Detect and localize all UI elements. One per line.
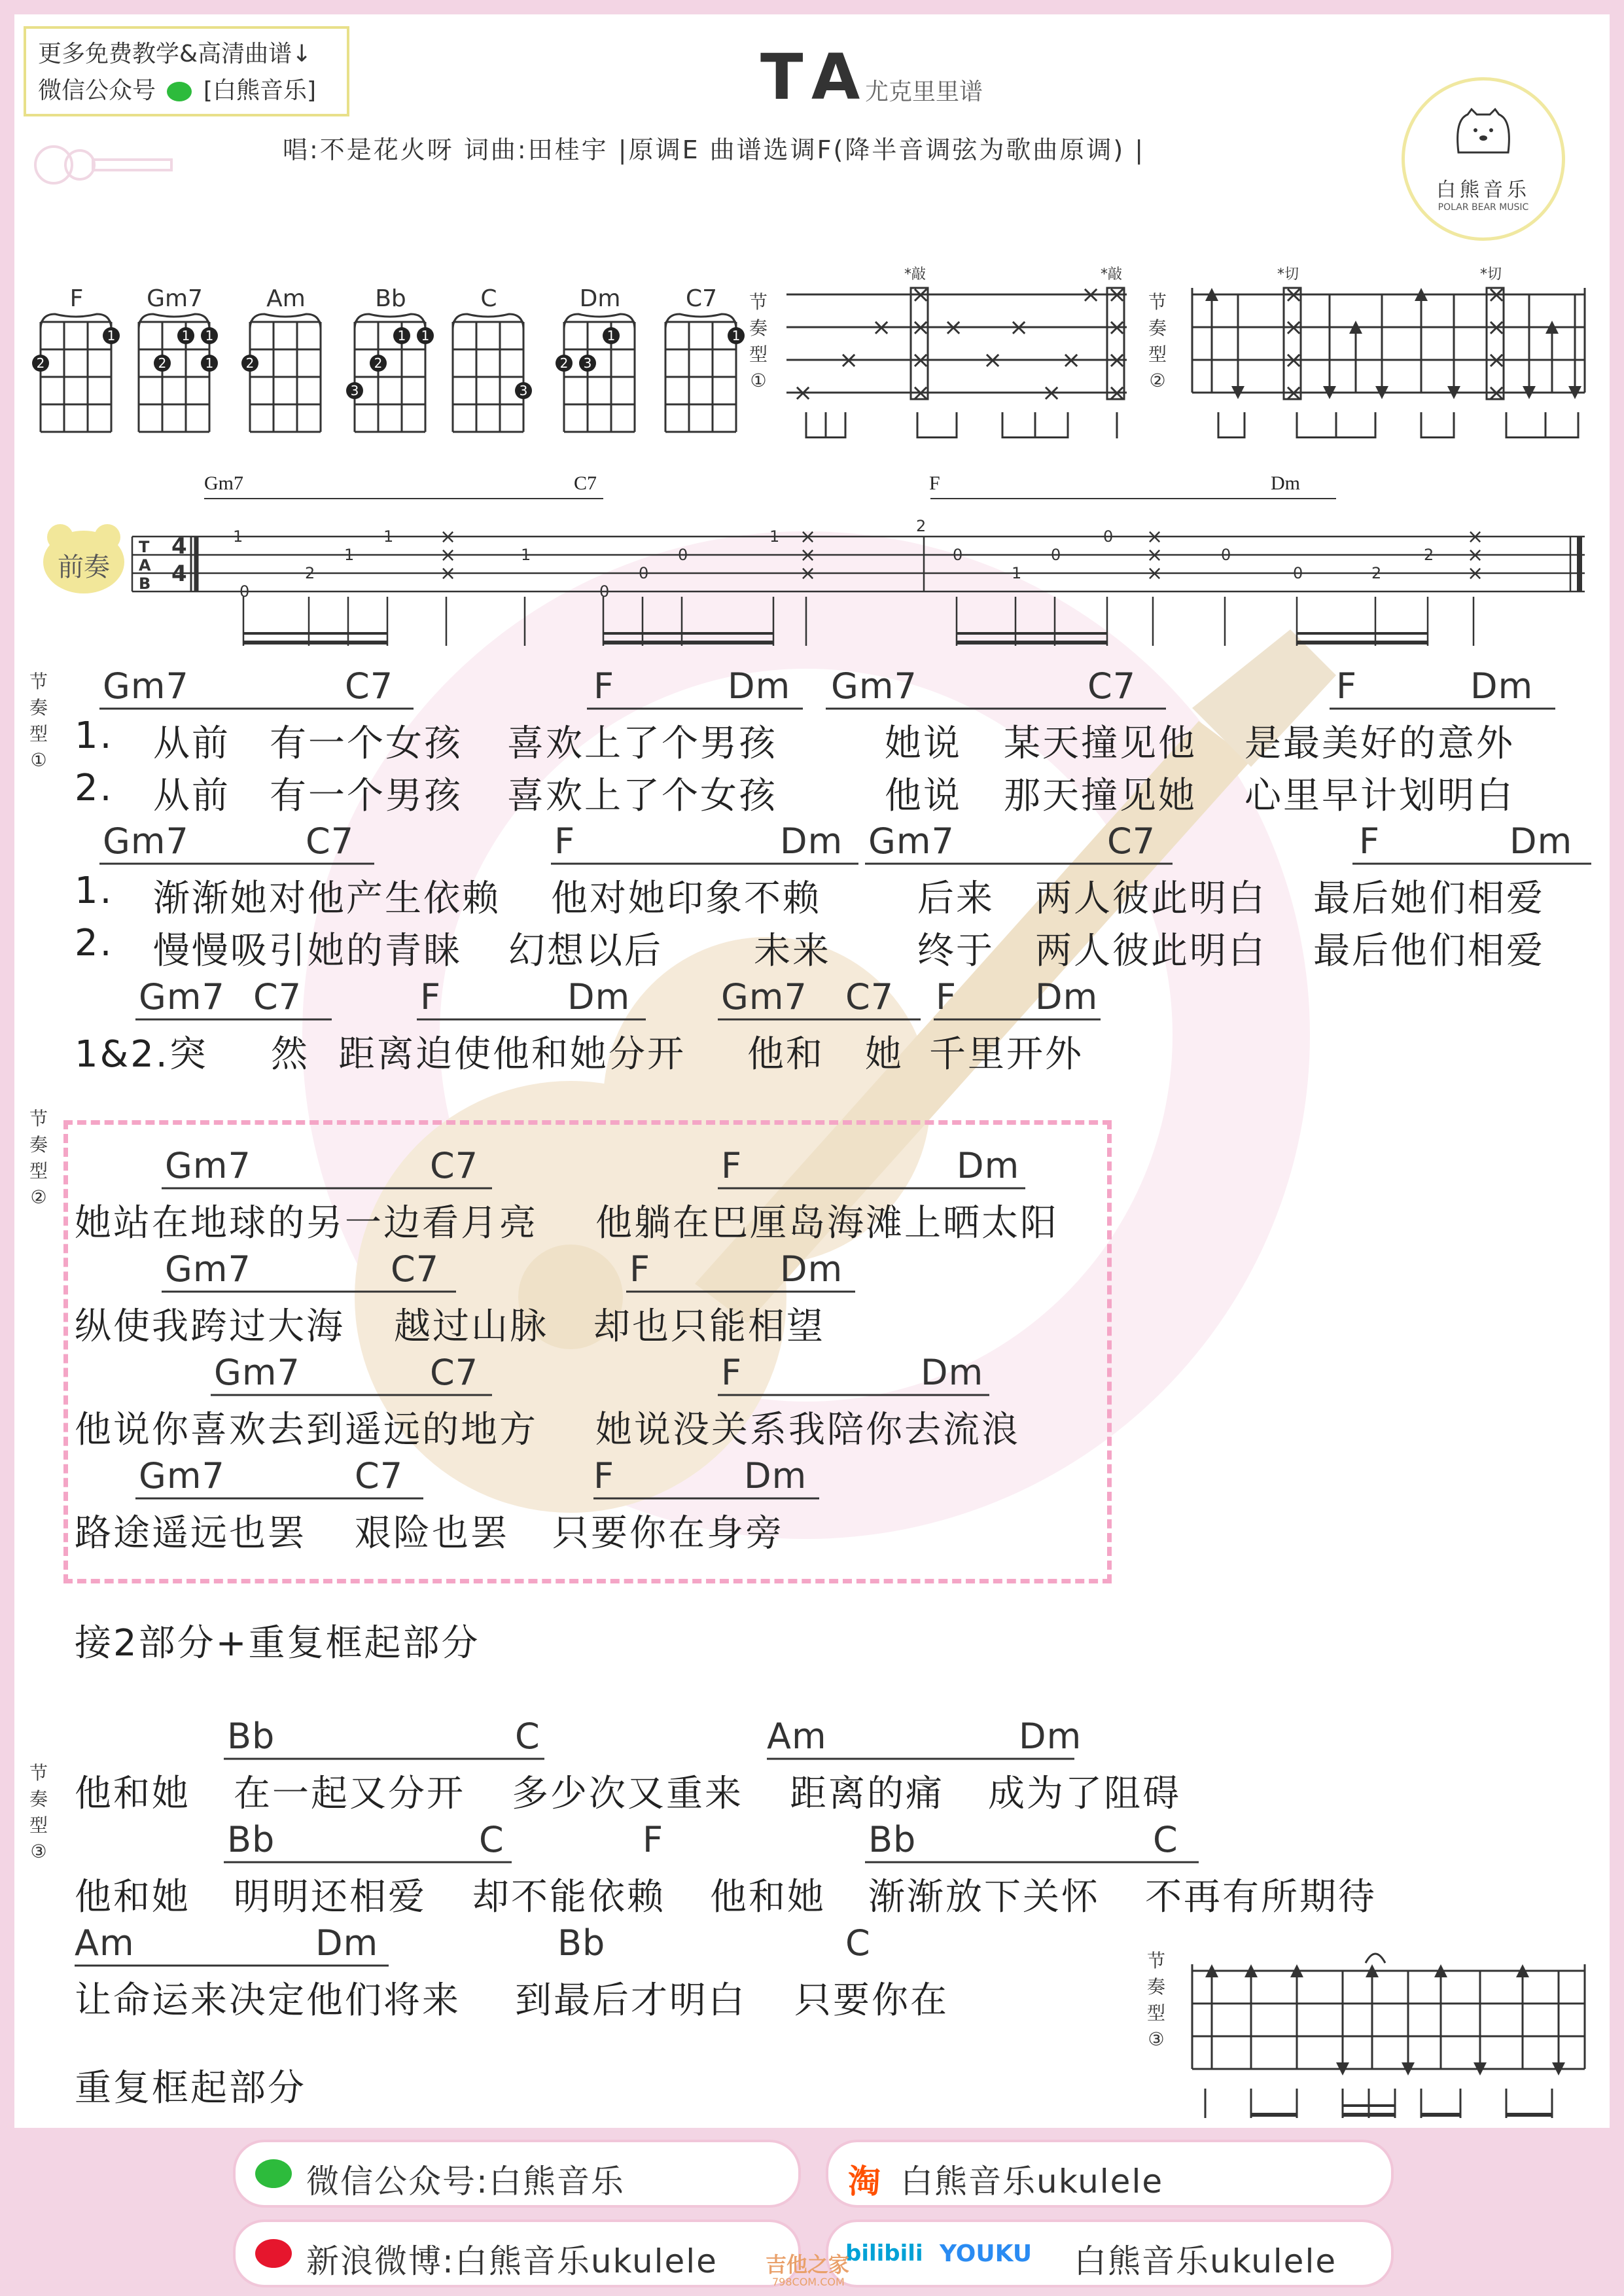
chord-label: F (629, 1248, 651, 1290)
bridge-rhythm-label: 节 奏 型 ③ (29, 1762, 48, 1862)
lyric: 某天撞见他 (1004, 722, 1197, 765)
svg-text:×: × (440, 525, 457, 548)
chord-label: Bb (868, 1819, 917, 1860)
lyric: 让命运来决定他们将来 (75, 1979, 461, 2022)
finger-number: 1 (397, 328, 406, 344)
lyric: 成为了阻碍 (988, 1773, 1181, 1815)
lyric: 只要你在 (794, 1979, 949, 2022)
svg-text:4: 4 (171, 533, 187, 559)
chord-diagram-c7 (652, 283, 750, 440)
chord-diagram-am (237, 283, 335, 440)
lyric: 纵使我跨过大海 (75, 1305, 345, 1348)
svg-text:×: × (1107, 314, 1127, 341)
svg-text:×: × (1107, 347, 1127, 374)
wechat-icon (255, 2159, 292, 2188)
chord-label: C7 (355, 1455, 404, 1496)
footer-video[interactable] (826, 2219, 1394, 2287)
promo-line-2: 微信公众号 [白熊音乐] (38, 77, 317, 104)
knock-mark-2: *敲 (1101, 266, 1123, 283)
polar-bear-icon (1452, 107, 1515, 159)
chord-label: C7 (345, 665, 394, 707)
promo-box (24, 26, 349, 116)
footer-weibo-text: 新浪微博:白熊音乐ukulele (306, 2242, 718, 2280)
svg-text:×: × (911, 281, 931, 308)
finger-number: 2 (36, 355, 45, 371)
chord-label: C7 (430, 1352, 479, 1393)
song-title: TA (760, 41, 874, 114)
tab-num-9: 1 (769, 527, 780, 546)
weibo-icon (255, 2239, 292, 2268)
lyric: 然 (271, 1033, 309, 1076)
chord-label: Dm (744, 1455, 807, 1496)
chord-diagram-c (440, 283, 538, 440)
repeat-note: 重复框起部分 (75, 2067, 306, 2110)
rhythm-label-3: 节 奏 型 ③ (1146, 1950, 1165, 2050)
chord-label: C (479, 1819, 504, 1860)
chord-label: F (1359, 821, 1381, 862)
finger-number: 1 (421, 328, 430, 344)
finger-number: 1 (607, 328, 616, 344)
svg-text:×: × (1146, 544, 1163, 567)
svg-text:×: × (800, 544, 817, 567)
chord-label: F (593, 665, 615, 707)
svg-text:×: × (911, 347, 931, 374)
chord-label: Bb (557, 1922, 606, 1964)
finger-number: 3 (583, 355, 592, 371)
bilibili-icon: bilibili (845, 2240, 923, 2267)
rhythm-pattern-3 (1179, 1925, 1598, 2121)
chord-label: Gm7 (214, 1352, 300, 1393)
footer-wechat[interactable] (233, 2140, 801, 2208)
finger-number: 3 (350, 383, 359, 398)
lyric: 最后他们相爱 (1313, 930, 1545, 972)
chord-label: Dm (1035, 976, 1099, 1017)
tab-num-6: 0 (599, 582, 610, 601)
svg-text:×: × (911, 380, 931, 406)
lyric: 1&2.突 (75, 1033, 208, 1076)
chord-label: F (936, 976, 957, 1017)
lyric: 她站在地球的另一边看月亮 (75, 1202, 538, 1245)
footer-wechat-text: 微信公众号:白熊音乐 (306, 2163, 625, 2200)
chord-label: Bb (227, 1819, 275, 1860)
lyric: 他和她 (710, 1876, 826, 1918)
intro-chord-lines (204, 495, 1343, 502)
taobao-icon: 淘 (848, 2163, 881, 2200)
lyric: 他和她 (75, 1876, 190, 1918)
lyric: 2. (75, 922, 114, 964)
song-info: 唱:不是花火呀 词曲:田桂宇 |原调E 曲谱选调F(降半音调弦为歌曲原调) | (283, 135, 1146, 164)
svg-text:×: × (1107, 281, 1127, 308)
chord-label: Gm7 (103, 821, 189, 862)
svg-text:×: × (839, 347, 859, 374)
chord-label: C7 (253, 976, 302, 1017)
svg-text:×: × (1042, 380, 1062, 406)
chord-label: C7 (391, 1248, 440, 1290)
lyric: 有一个女孩 (270, 722, 463, 765)
chord-label: F (1336, 665, 1358, 707)
svg-text:×: × (1061, 347, 1082, 374)
chord-diagram-label: C (480, 285, 497, 312)
chord-diagram-label: Dm (579, 285, 621, 312)
tab-num-5: 1 (521, 546, 531, 564)
tab-num-8: 0 (678, 546, 688, 564)
svg-text:×: × (1284, 347, 1304, 374)
chord-diagram-bb (342, 283, 440, 440)
song-subtitle: 尤克里里谱 (865, 79, 983, 105)
lyric: 他和 (747, 1033, 824, 1076)
chord-label: C7 (430, 1145, 479, 1186)
chord-underlines (99, 862, 1604, 867)
chord-label: F (554, 821, 576, 862)
chord-label: Gm7 (868, 821, 955, 862)
chord-underlines (162, 1290, 881, 1295)
svg-text:×: × (1146, 525, 1163, 548)
intro-chord-f: F (929, 472, 940, 494)
chord-label: C7 (1087, 665, 1137, 707)
chord-label: Gm7 (165, 1145, 251, 1186)
lyric: 最后她们相爱 (1313, 877, 1545, 920)
svg-text:×: × (1467, 544, 1484, 567)
svg-text:×: × (793, 380, 813, 406)
finger-number: 1 (107, 328, 116, 344)
rhythm-pattern-1 (786, 255, 1153, 438)
chord-label: F (593, 1455, 615, 1496)
svg-text:A: A (139, 556, 151, 574)
tab-num-14: 0 (1221, 546, 1231, 564)
lyric: 路途遥远也罢 (75, 1512, 306, 1555)
lyric: 从前 (153, 775, 230, 817)
lyric: 幻想以后 (508, 930, 663, 972)
knock-mark-1: *敲 (904, 266, 927, 283)
lyric: 后来 (917, 877, 995, 920)
chord-label: C (845, 1922, 871, 1964)
chord-label: C7 (306, 821, 355, 862)
svg-text:×: × (440, 562, 457, 585)
lyric: 喜欢上了个男孩 (507, 722, 777, 765)
intro-label: 前奏 (58, 552, 110, 582)
svg-text:×: × (1081, 281, 1101, 308)
finger-number: 2 (374, 355, 383, 371)
chord-underlines (224, 1757, 1107, 1762)
svg-text:×: × (944, 314, 964, 341)
lyric: 她说 (885, 722, 962, 765)
chord-label: Am (767, 1716, 827, 1757)
chord-label: Am (75, 1922, 135, 1964)
promo-line-1: 更多免费教学&高清曲谱↓ (38, 41, 312, 67)
tab-num-16: 2 (1371, 564, 1382, 582)
footer-taobao-text: 白熊音乐ukulele (900, 2163, 1164, 2200)
continue-note: 接2部分+重复框起部分 (75, 1622, 480, 1665)
chord-label: F (643, 1819, 664, 1860)
chord-label: Gm7 (139, 976, 225, 1017)
cut-mark-2: *切 (1480, 266, 1502, 283)
svg-text:×: × (800, 562, 817, 585)
svg-text:×: × (1467, 525, 1484, 548)
chord-label: Dm (921, 1352, 984, 1393)
intro-chord-dm: Dm (1271, 472, 1300, 494)
lyric: 在一起又分开 (234, 1773, 465, 1815)
ukulele-outline-icon (27, 139, 185, 191)
logo-text: 白熊音乐 (1436, 179, 1530, 202)
chord-label: Gm7 (139, 1455, 225, 1496)
tab-num-4: 1 (383, 527, 394, 546)
svg-text:×: × (872, 314, 892, 341)
footer-weibo[interactable] (233, 2219, 801, 2287)
chorus-rhythm-label: 节 奏 型 ② (29, 1108, 48, 1208)
chord-label: Dm (567, 976, 631, 1017)
lyric: 慢慢吸引她的青睐 (153, 930, 462, 972)
chord-underlines (99, 707, 1604, 712)
tab-num-13: 0 (1103, 527, 1114, 546)
intro-tab-staff (119, 518, 1610, 656)
finger-number: 2 (245, 355, 255, 371)
svg-text:×: × (1284, 281, 1304, 308)
intro-chord-gm7: Gm7 (204, 472, 243, 494)
svg-text:×: × (1487, 281, 1507, 308)
finger-number: 2 (158, 355, 167, 371)
tab-num-11: 1 (1012, 564, 1022, 582)
lyric: 从前 (153, 722, 230, 765)
lyric: 渐渐放下关怀 (868, 1876, 1100, 1918)
svg-text:1: 1 (233, 527, 243, 546)
chord-label: Dm (957, 1145, 1020, 1186)
chord-label: Bb (227, 1716, 275, 1757)
svg-text:×: × (1487, 380, 1507, 406)
chord-diagram-label: Gm7 (147, 285, 203, 312)
intro-badge (42, 521, 126, 595)
chord-label: Dm (315, 1922, 379, 1964)
svg-text:×: × (983, 347, 1003, 374)
brand-logo (1402, 77, 1565, 241)
lyric: 越过山脉 (394, 1305, 548, 1348)
svg-text:×: × (800, 525, 817, 548)
svg-text:×: × (1467, 562, 1484, 585)
svg-text:×: × (1487, 347, 1507, 374)
chord-diagram-label: Am (266, 285, 306, 312)
score-sheet (14, 14, 1610, 2128)
intro-chord-c7: C7 (574, 472, 597, 494)
lyric: 终于 (917, 930, 995, 972)
lyric: 渐渐她对他产生依赖 (153, 877, 501, 920)
logo-subtext: POLAR BEAR MUSIC (1438, 202, 1529, 213)
lyric: 艰险也罢 (355, 1512, 509, 1555)
chord-underlines (135, 1017, 1117, 1023)
lyric: 只要你在身旁 (552, 1512, 784, 1555)
svg-text:×: × (1284, 314, 1304, 341)
lyric: 却不能依赖 (472, 1876, 665, 1918)
chord-diagram-dm (551, 283, 649, 440)
svg-text:×: × (1487, 314, 1507, 341)
rhythm-label-2: 节 奏 型 ② (1148, 291, 1167, 391)
chord-label: F (721, 1145, 743, 1186)
chord-label: Dm (780, 1248, 843, 1290)
svg-text:B: B (139, 574, 151, 593)
chord-label: Dm (1470, 665, 1534, 707)
watermark: 吉他之家 (766, 2252, 850, 2277)
svg-text:×: × (440, 544, 457, 567)
lyric: 却也只能相望 (593, 1305, 825, 1348)
chord-label: F (420, 976, 442, 1017)
tab-num-1: 0 (239, 582, 250, 601)
lyric: 是最美好的意外 (1244, 722, 1515, 765)
lyric: 距离的痛 (790, 1773, 944, 1815)
chord-label: Gm7 (831, 665, 917, 707)
chord-label: Gm7 (721, 976, 807, 1017)
chord-label: Dm (1509, 821, 1573, 862)
chord-diagram-gm7 (126, 283, 224, 440)
chord-underlines (211, 1393, 1061, 1398)
footer-taobao[interactable] (826, 2140, 1394, 2208)
chord-underlines (224, 1860, 1205, 1865)
chord-label: C (515, 1716, 540, 1757)
chord-underlines (162, 1186, 1078, 1192)
lyric: 明明还相爱 (234, 1876, 427, 1918)
chord-diagram-f (27, 283, 126, 440)
tab-num-3: 1 (344, 546, 355, 564)
lyric: 他躺在巴厘岛海滩上晒太阳 (595, 1202, 1059, 1245)
lyric: 2. (75, 767, 114, 809)
youku-icon: YOUKU (940, 2240, 1033, 2267)
lyric: 到最后才明白 (515, 1979, 747, 2022)
finger-number: 2 (559, 355, 569, 371)
tab-num-10: 0 (953, 546, 963, 564)
lyric: 他说 (885, 775, 962, 817)
lyric: 他说你喜欢去到遥远的地方 (75, 1409, 538, 1451)
tab-num-12: 0 (1051, 546, 1061, 564)
chord-label: Gm7 (165, 1248, 251, 1290)
finger-number: 1 (205, 328, 214, 344)
svg-text:×: × (1284, 380, 1304, 406)
chord-label: Dm (780, 821, 843, 862)
lyric: 那天撞见她 (1004, 775, 1197, 817)
lyric: 他对她印象不赖 (551, 877, 821, 920)
tab-num-2: 2 (305, 564, 315, 582)
watermark-url: 798COM.COM (772, 2276, 845, 2288)
measure-number: 2 (916, 518, 927, 535)
tab-num-7: 0 (639, 564, 649, 582)
lyric: 1. (75, 870, 114, 912)
tab-num-17: 2 (1424, 546, 1434, 564)
lyric: 不再有所期待 (1145, 1876, 1377, 1918)
lyric: 喜欢上了个女孩 (507, 775, 777, 817)
chord-underlines (135, 1496, 855, 1502)
lyric: 1. (75, 715, 114, 757)
tab-num-15: 0 (1293, 564, 1303, 582)
chord-label: C7 (1107, 821, 1156, 862)
chord-label: F (721, 1352, 743, 1393)
finger-number: 1 (205, 355, 214, 371)
finger-number: 3 (519, 383, 528, 398)
lyric: 有一个男孩 (270, 775, 463, 817)
lyric: 千里开外 (929, 1033, 1084, 1076)
svg-text:T: T (139, 538, 150, 556)
wechat-icon (167, 82, 192, 101)
lyric: 心里早计划明白 (1244, 775, 1515, 817)
chord-diagram-label: C7 (685, 285, 718, 312)
chord-underlines (75, 1964, 402, 1969)
lyric: 未来 (754, 930, 831, 972)
lyric: 多少次又重来 (512, 1773, 743, 1815)
lyric: 两人彼此明白 (1035, 930, 1267, 972)
chord-diagram-label: Bb (375, 285, 406, 312)
lyric: 距离迫使他和她分开 (338, 1033, 686, 1076)
finger-number: 1 (181, 328, 190, 344)
lyric: 两人彼此明白 (1035, 877, 1267, 920)
chord-label: Dm (1019, 1716, 1082, 1757)
footer-video-text: 白熊音乐ukulele (1074, 2242, 1337, 2280)
svg-text:×: × (1009, 314, 1029, 341)
finger-number: 1 (732, 328, 741, 344)
svg-text:×: × (911, 314, 931, 341)
svg-text:4: 4 (171, 561, 187, 587)
chord-label: C7 (845, 976, 894, 1017)
svg-text:×: × (1107, 380, 1127, 406)
chord-label: Gm7 (103, 665, 189, 707)
chord-diagram-label: F (69, 285, 84, 312)
verse-rhythm-label: 节 奏 型 ① (29, 671, 48, 771)
rhythm-pattern-2 (1179, 255, 1598, 438)
chord-label: C (1153, 1819, 1178, 1860)
lyric: 她说没关系我陪你去流浪 (595, 1409, 1020, 1451)
chord-label: Dm (728, 665, 791, 707)
cut-mark-1: *切 (1277, 266, 1299, 283)
rhythm-label-1: 节 奏 型 ① (749, 291, 768, 391)
lyric: 她 (865, 1033, 904, 1076)
svg-text:×: × (1146, 562, 1163, 585)
lyric: 他和她 (75, 1773, 190, 1815)
